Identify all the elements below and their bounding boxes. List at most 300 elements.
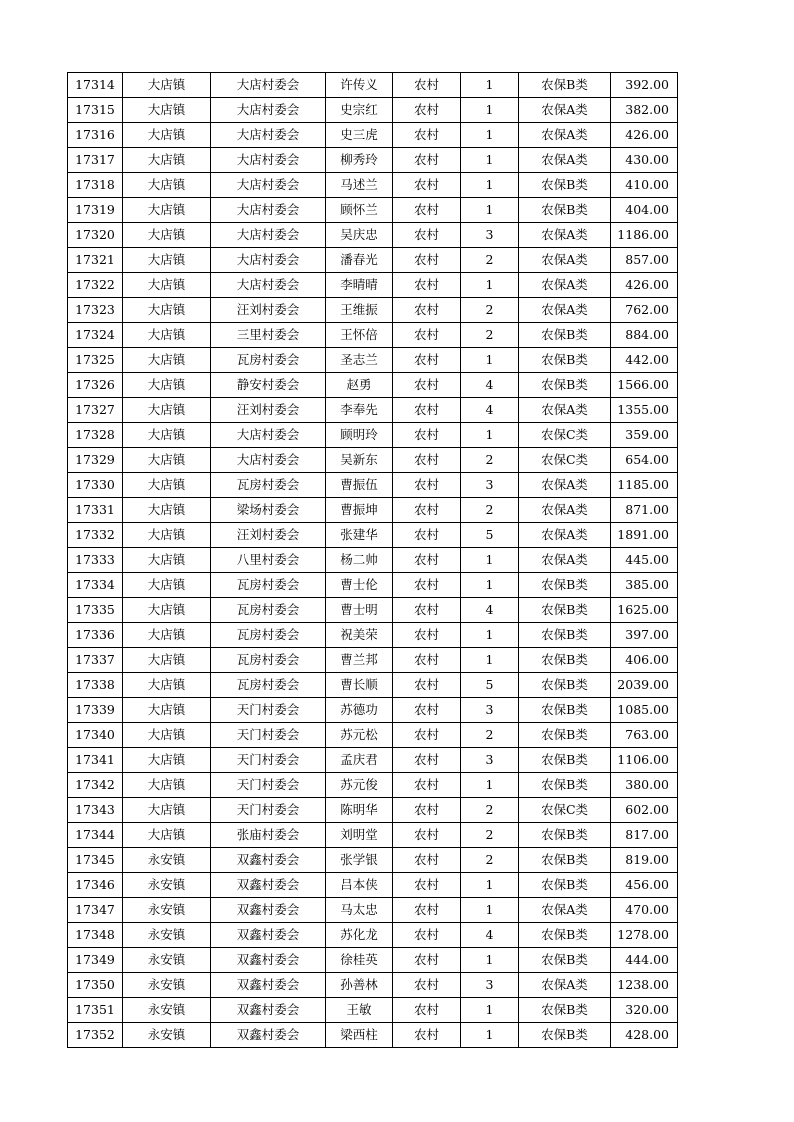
cell-insurance-category: 农保B类 [519, 948, 611, 973]
cell-town: 大店镇 [123, 523, 211, 548]
cell-town: 大店镇 [123, 798, 211, 823]
cell-family-size: 1 [461, 623, 519, 648]
cell-insurance-category: 农保A类 [519, 973, 611, 998]
cell-town: 大店镇 [123, 273, 211, 298]
cell-household-type: 农村 [393, 523, 461, 548]
cell-amount: 380.00 [611, 773, 678, 798]
table-row [68, 898, 678, 923]
cell-town: 大店镇 [123, 123, 211, 148]
cell-town: 永安镇 [123, 898, 211, 923]
cell-insurance-category: 农保A类 [519, 298, 611, 323]
cell-person-name: 顾怀兰 [326, 198, 393, 223]
cell-amount: 1625.00 [611, 598, 678, 623]
cell-family-size: 2 [461, 448, 519, 473]
cell-amount: 359.00 [611, 423, 678, 448]
cell-insurance-category: 农保B类 [519, 1023, 611, 1048]
cell-household-type: 农村 [393, 298, 461, 323]
cell-amount: 857.00 [611, 248, 678, 273]
cell-household-type: 农村 [393, 198, 461, 223]
cell-household-type: 农村 [393, 998, 461, 1023]
cell-insurance-category: 农保B类 [519, 723, 611, 748]
cell-household-type: 农村 [393, 548, 461, 573]
cell-person-name: 徐桂英 [326, 948, 393, 973]
cell-amount: 320.00 [611, 998, 678, 1023]
cell-family-size: 1 [461, 148, 519, 173]
cell-household-type: 农村 [393, 148, 461, 173]
cell-record-id: 17329 [68, 448, 123, 473]
cell-town: 永安镇 [123, 948, 211, 973]
cell-amount: 470.00 [611, 898, 678, 923]
cell-amount: 404.00 [611, 198, 678, 223]
cell-town: 大店镇 [123, 573, 211, 598]
cell-record-id: 17333 [68, 548, 123, 573]
cell-amount: 397.00 [611, 623, 678, 648]
cell-town: 大店镇 [123, 398, 211, 423]
cell-household-type: 农村 [393, 948, 461, 973]
cell-amount: 445.00 [611, 548, 678, 573]
cell-insurance-category: 农保A类 [519, 398, 611, 423]
cell-amount: 456.00 [611, 873, 678, 898]
cell-village-committee: 双鑫村委会 [211, 998, 326, 1023]
table-row [68, 748, 678, 773]
table-row [68, 998, 678, 1023]
cell-household-type: 农村 [393, 773, 461, 798]
cell-village-committee: 瓦房村委会 [211, 573, 326, 598]
cell-amount: 602.00 [611, 798, 678, 823]
cell-family-size: 4 [461, 398, 519, 423]
cell-insurance-category: 农保B类 [519, 873, 611, 898]
cell-village-committee: 大店村委会 [211, 448, 326, 473]
cell-person-name: 孙善林 [326, 973, 393, 998]
table-body [68, 73, 678, 1048]
cell-insurance-category: 农保B类 [519, 73, 611, 98]
cell-person-name: 柳秀玲 [326, 148, 393, 173]
cell-village-committee: 大店村委会 [211, 198, 326, 223]
cell-insurance-category: 农保A类 [519, 148, 611, 173]
cell-village-committee: 大店村委会 [211, 273, 326, 298]
cell-amount: 392.00 [611, 73, 678, 98]
cell-person-name: 苏元俊 [326, 773, 393, 798]
table-row [68, 573, 678, 598]
cell-insurance-category: 农保A类 [519, 98, 611, 123]
cell-record-id: 17334 [68, 573, 123, 598]
table-row [68, 673, 678, 698]
cell-town: 大店镇 [123, 748, 211, 773]
cell-insurance-category: 农保A类 [519, 548, 611, 573]
cell-household-type: 农村 [393, 73, 461, 98]
cell-person-name: 马太忠 [326, 898, 393, 923]
cell-insurance-category: 农保A类 [519, 473, 611, 498]
cell-village-committee: 双鑫村委会 [211, 1023, 326, 1048]
table-row [68, 248, 678, 273]
table-row [68, 273, 678, 298]
table-row [68, 873, 678, 898]
cell-household-type: 农村 [393, 673, 461, 698]
cell-family-size: 1 [461, 423, 519, 448]
cell-family-size: 2 [461, 323, 519, 348]
cell-record-id: 17320 [68, 223, 123, 248]
cell-family-size: 1 [461, 998, 519, 1023]
cell-record-id: 17346 [68, 873, 123, 898]
cell-record-id: 17328 [68, 423, 123, 448]
cell-insurance-category: 农保B类 [519, 648, 611, 673]
cell-record-id: 17351 [68, 998, 123, 1023]
cell-household-type: 农村 [393, 748, 461, 773]
cell-person-name: 祝美荣 [326, 623, 393, 648]
cell-person-name: 苏元松 [326, 723, 393, 748]
cell-amount: 817.00 [611, 823, 678, 848]
cell-family-size: 5 [461, 523, 519, 548]
cell-family-size: 1 [461, 1023, 519, 1048]
cell-village-committee: 大店村委会 [211, 98, 326, 123]
cell-village-committee: 汪刘村委会 [211, 398, 326, 423]
cell-record-id: 17345 [68, 848, 123, 873]
cell-family-size: 2 [461, 248, 519, 273]
cell-person-name: 梁西柱 [326, 1023, 393, 1048]
cell-insurance-category: 农保B类 [519, 923, 611, 948]
cell-household-type: 农村 [393, 348, 461, 373]
cell-village-committee: 大店村委会 [211, 123, 326, 148]
cell-record-id: 17335 [68, 598, 123, 623]
cell-household-type: 农村 [393, 223, 461, 248]
cell-town: 永安镇 [123, 848, 211, 873]
cell-insurance-category: 农保B类 [519, 998, 611, 1023]
cell-family-size: 1 [461, 348, 519, 373]
cell-record-id: 17337 [68, 648, 123, 673]
cell-person-name: 苏化龙 [326, 923, 393, 948]
cell-household-type: 农村 [393, 723, 461, 748]
cell-amount: 871.00 [611, 498, 678, 523]
cell-town: 大店镇 [123, 423, 211, 448]
cell-record-id: 17322 [68, 273, 123, 298]
cell-village-committee: 静安村委会 [211, 373, 326, 398]
cell-town: 大店镇 [123, 598, 211, 623]
cell-record-id: 17339 [68, 698, 123, 723]
cell-household-type: 农村 [393, 823, 461, 848]
cell-town: 大店镇 [123, 98, 211, 123]
cell-town: 大店镇 [123, 673, 211, 698]
cell-household-type: 农村 [393, 598, 461, 623]
table-row [68, 198, 678, 223]
cell-household-type: 农村 [393, 173, 461, 198]
cell-record-id: 17342 [68, 773, 123, 798]
cell-village-committee: 双鑫村委会 [211, 873, 326, 898]
cell-amount: 426.00 [611, 273, 678, 298]
table-row [68, 773, 678, 798]
cell-town: 大店镇 [123, 448, 211, 473]
cell-household-type: 农村 [393, 898, 461, 923]
cell-insurance-category: 农保B类 [519, 373, 611, 398]
table-row [68, 323, 678, 348]
table-row [68, 98, 678, 123]
cell-amount: 385.00 [611, 573, 678, 598]
cell-insurance-category: 农保A类 [519, 273, 611, 298]
cell-family-size: 1 [461, 273, 519, 298]
cell-record-id: 17321 [68, 248, 123, 273]
table-row [68, 823, 678, 848]
cell-town: 大店镇 [123, 698, 211, 723]
cell-family-size: 3 [461, 748, 519, 773]
cell-family-size: 1 [461, 198, 519, 223]
cell-record-id: 17336 [68, 623, 123, 648]
cell-record-id: 17350 [68, 973, 123, 998]
cell-family-size: 1 [461, 98, 519, 123]
table-row [68, 373, 678, 398]
table-row [68, 473, 678, 498]
cell-record-id: 17331 [68, 498, 123, 523]
cell-village-committee: 梁场村委会 [211, 498, 326, 523]
cell-family-size: 5 [461, 673, 519, 698]
table-row [68, 798, 678, 823]
table-row [68, 973, 678, 998]
cell-family-size: 3 [461, 973, 519, 998]
cell-record-id: 17319 [68, 198, 123, 223]
cell-insurance-category: 农保B类 [519, 848, 611, 873]
cell-record-id: 17332 [68, 523, 123, 548]
cell-record-id: 17316 [68, 123, 123, 148]
table-row [68, 623, 678, 648]
cell-family-size: 1 [461, 873, 519, 898]
table-row [68, 148, 678, 173]
cell-household-type: 农村 [393, 1023, 461, 1048]
cell-town: 大店镇 [123, 548, 211, 573]
cell-person-name: 曹士伦 [326, 573, 393, 598]
cell-amount: 819.00 [611, 848, 678, 873]
cell-insurance-category: 农保B类 [519, 773, 611, 798]
cell-amount: 654.00 [611, 448, 678, 473]
table-row [68, 298, 678, 323]
cell-village-committee: 双鑫村委会 [211, 923, 326, 948]
cell-record-id: 17347 [68, 898, 123, 923]
cell-household-type: 农村 [393, 873, 461, 898]
cell-person-name: 苏德功 [326, 698, 393, 723]
cell-town: 永安镇 [123, 923, 211, 948]
cell-family-size: 2 [461, 298, 519, 323]
cell-person-name: 圣志兰 [326, 348, 393, 373]
cell-insurance-category: 农保A类 [519, 223, 611, 248]
cell-household-type: 农村 [393, 848, 461, 873]
cell-amount: 444.00 [611, 948, 678, 973]
cell-insurance-category: 农保B类 [519, 323, 611, 348]
cell-family-size: 2 [461, 498, 519, 523]
table-row [68, 848, 678, 873]
cell-amount: 1186.00 [611, 223, 678, 248]
cell-person-name: 孟庆君 [326, 748, 393, 773]
cell-family-size: 4 [461, 923, 519, 948]
cell-village-committee: 瓦房村委会 [211, 623, 326, 648]
cell-town: 大店镇 [123, 373, 211, 398]
cell-town: 大店镇 [123, 173, 211, 198]
cell-person-name: 王敏 [326, 998, 393, 1023]
cell-amount: 442.00 [611, 348, 678, 373]
cell-person-name: 杨二帅 [326, 548, 393, 573]
cell-town: 大店镇 [123, 223, 211, 248]
cell-household-type: 农村 [393, 698, 461, 723]
cell-household-type: 农村 [393, 498, 461, 523]
cell-village-committee: 天门村委会 [211, 798, 326, 823]
cell-record-id: 17340 [68, 723, 123, 748]
cell-household-type: 农村 [393, 798, 461, 823]
cell-person-name: 王怀倍 [326, 323, 393, 348]
table-row [68, 173, 678, 198]
table-row [68, 73, 678, 98]
cell-village-committee: 天门村委会 [211, 748, 326, 773]
cell-town: 大店镇 [123, 623, 211, 648]
cell-insurance-category: 农保B类 [519, 698, 611, 723]
cell-household-type: 农村 [393, 648, 461, 673]
cell-village-committee: 八里村委会 [211, 548, 326, 573]
cell-insurance-category: 农保A类 [519, 498, 611, 523]
cell-village-committee: 汪刘村委会 [211, 298, 326, 323]
cell-person-name: 张学银 [326, 848, 393, 873]
cell-village-committee: 双鑫村委会 [211, 948, 326, 973]
cell-town: 大店镇 [123, 723, 211, 748]
cell-household-type: 农村 [393, 448, 461, 473]
cell-village-committee: 瓦房村委会 [211, 348, 326, 373]
cell-record-id: 17323 [68, 298, 123, 323]
cell-record-id: 17326 [68, 373, 123, 398]
cell-village-committee: 大店村委会 [211, 423, 326, 448]
cell-insurance-category: 农保B类 [519, 598, 611, 623]
table-row [68, 223, 678, 248]
cell-insurance-category: 农保B类 [519, 348, 611, 373]
cell-town: 大店镇 [123, 348, 211, 373]
cell-person-name: 吴新东 [326, 448, 393, 473]
cell-family-size: 3 [461, 473, 519, 498]
cell-person-name: 李奉先 [326, 398, 393, 423]
cell-village-committee: 大店村委会 [211, 248, 326, 273]
cell-person-name: 马述兰 [326, 173, 393, 198]
cell-record-id: 17325 [68, 348, 123, 373]
cell-town: 大店镇 [123, 73, 211, 98]
cell-person-name: 曹振伍 [326, 473, 393, 498]
cell-family-size: 4 [461, 373, 519, 398]
cell-person-name: 李晴晴 [326, 273, 393, 298]
cell-family-size: 3 [461, 223, 519, 248]
cell-town: 大店镇 [123, 323, 211, 348]
table-row [68, 398, 678, 423]
cell-village-committee: 大店村委会 [211, 73, 326, 98]
cell-record-id: 17348 [68, 923, 123, 948]
cell-person-name: 陈明华 [326, 798, 393, 823]
cell-town: 大店镇 [123, 473, 211, 498]
cell-village-committee: 双鑫村委会 [211, 898, 326, 923]
cell-amount: 762.00 [611, 298, 678, 323]
cell-insurance-category: 农保B类 [519, 623, 611, 648]
cell-person-name: 史三虎 [326, 123, 393, 148]
cell-village-committee: 双鑫村委会 [211, 973, 326, 998]
cell-village-committee: 天门村委会 [211, 773, 326, 798]
cell-amount: 884.00 [611, 323, 678, 348]
cell-village-committee: 大店村委会 [211, 173, 326, 198]
cell-household-type: 农村 [393, 973, 461, 998]
cell-family-size: 2 [461, 823, 519, 848]
cell-amount: 410.00 [611, 173, 678, 198]
table-row [68, 348, 678, 373]
cell-amount: 2039.00 [611, 673, 678, 698]
cell-family-size: 4 [461, 598, 519, 623]
cell-record-id: 17343 [68, 798, 123, 823]
cell-amount: 428.00 [611, 1023, 678, 1048]
cell-village-committee: 张庙村委会 [211, 823, 326, 848]
cell-family-size: 1 [461, 898, 519, 923]
cell-insurance-category: 农保C类 [519, 448, 611, 473]
cell-insurance-category: 农保B类 [519, 748, 611, 773]
cell-record-id: 17341 [68, 748, 123, 773]
cell-family-size: 1 [461, 548, 519, 573]
table-row [68, 423, 678, 448]
cell-person-name: 刘明堂 [326, 823, 393, 848]
cell-family-size: 1 [461, 648, 519, 673]
cell-insurance-category: 农保A类 [519, 248, 611, 273]
cell-household-type: 农村 [393, 123, 461, 148]
cell-insurance-category: 农保B类 [519, 173, 611, 198]
cell-amount: 763.00 [611, 723, 678, 748]
cell-village-committee: 瓦房村委会 [211, 598, 326, 623]
cell-amount: 1106.00 [611, 748, 678, 773]
cell-person-name: 潘春光 [326, 248, 393, 273]
cell-amount: 426.00 [611, 123, 678, 148]
cell-amount: 1278.00 [611, 923, 678, 948]
cell-person-name: 赵勇 [326, 373, 393, 398]
cell-household-type: 农村 [393, 373, 461, 398]
table-row [68, 498, 678, 523]
cell-insurance-category: 农保A类 [519, 523, 611, 548]
table-row [68, 548, 678, 573]
cell-insurance-category: 农保C类 [519, 423, 611, 448]
cell-village-committee: 双鑫村委会 [211, 848, 326, 873]
cell-village-committee: 瓦房村委会 [211, 473, 326, 498]
cell-village-committee: 大店村委会 [211, 148, 326, 173]
cell-person-name: 张建华 [326, 523, 393, 548]
cell-record-id: 17352 [68, 1023, 123, 1048]
cell-insurance-category: 农保A类 [519, 898, 611, 923]
cell-insurance-category: 农保B类 [519, 198, 611, 223]
cell-person-name: 曹振坤 [326, 498, 393, 523]
cell-household-type: 农村 [393, 473, 461, 498]
cell-record-id: 17315 [68, 98, 123, 123]
cell-record-id: 17349 [68, 948, 123, 973]
cell-person-name: 曹兰邦 [326, 648, 393, 673]
table-row [68, 648, 678, 673]
cell-person-name: 吕本侠 [326, 873, 393, 898]
cell-family-size: 1 [461, 173, 519, 198]
cell-town: 大店镇 [123, 648, 211, 673]
cell-household-type: 农村 [393, 398, 461, 423]
cell-record-id: 17324 [68, 323, 123, 348]
table-row [68, 123, 678, 148]
cell-household-type: 农村 [393, 623, 461, 648]
table-row [68, 723, 678, 748]
cell-insurance-category: 农保B类 [519, 573, 611, 598]
cell-town: 永安镇 [123, 1023, 211, 1048]
cell-insurance-category: 农保B类 [519, 673, 611, 698]
cell-insurance-category: 农保B类 [519, 823, 611, 848]
cell-family-size: 1 [461, 773, 519, 798]
cell-town: 永安镇 [123, 873, 211, 898]
cell-village-committee: 三里村委会 [211, 323, 326, 348]
cell-village-committee: 瓦房村委会 [211, 648, 326, 673]
cell-village-committee: 大店村委会 [211, 223, 326, 248]
cell-town: 大店镇 [123, 248, 211, 273]
table-row [68, 1023, 678, 1048]
cell-record-id: 17344 [68, 823, 123, 848]
cell-village-committee: 天门村委会 [211, 723, 326, 748]
cell-record-id: 17327 [68, 398, 123, 423]
cell-amount: 1085.00 [611, 698, 678, 723]
cell-person-name: 王维振 [326, 298, 393, 323]
cell-record-id: 17314 [68, 73, 123, 98]
